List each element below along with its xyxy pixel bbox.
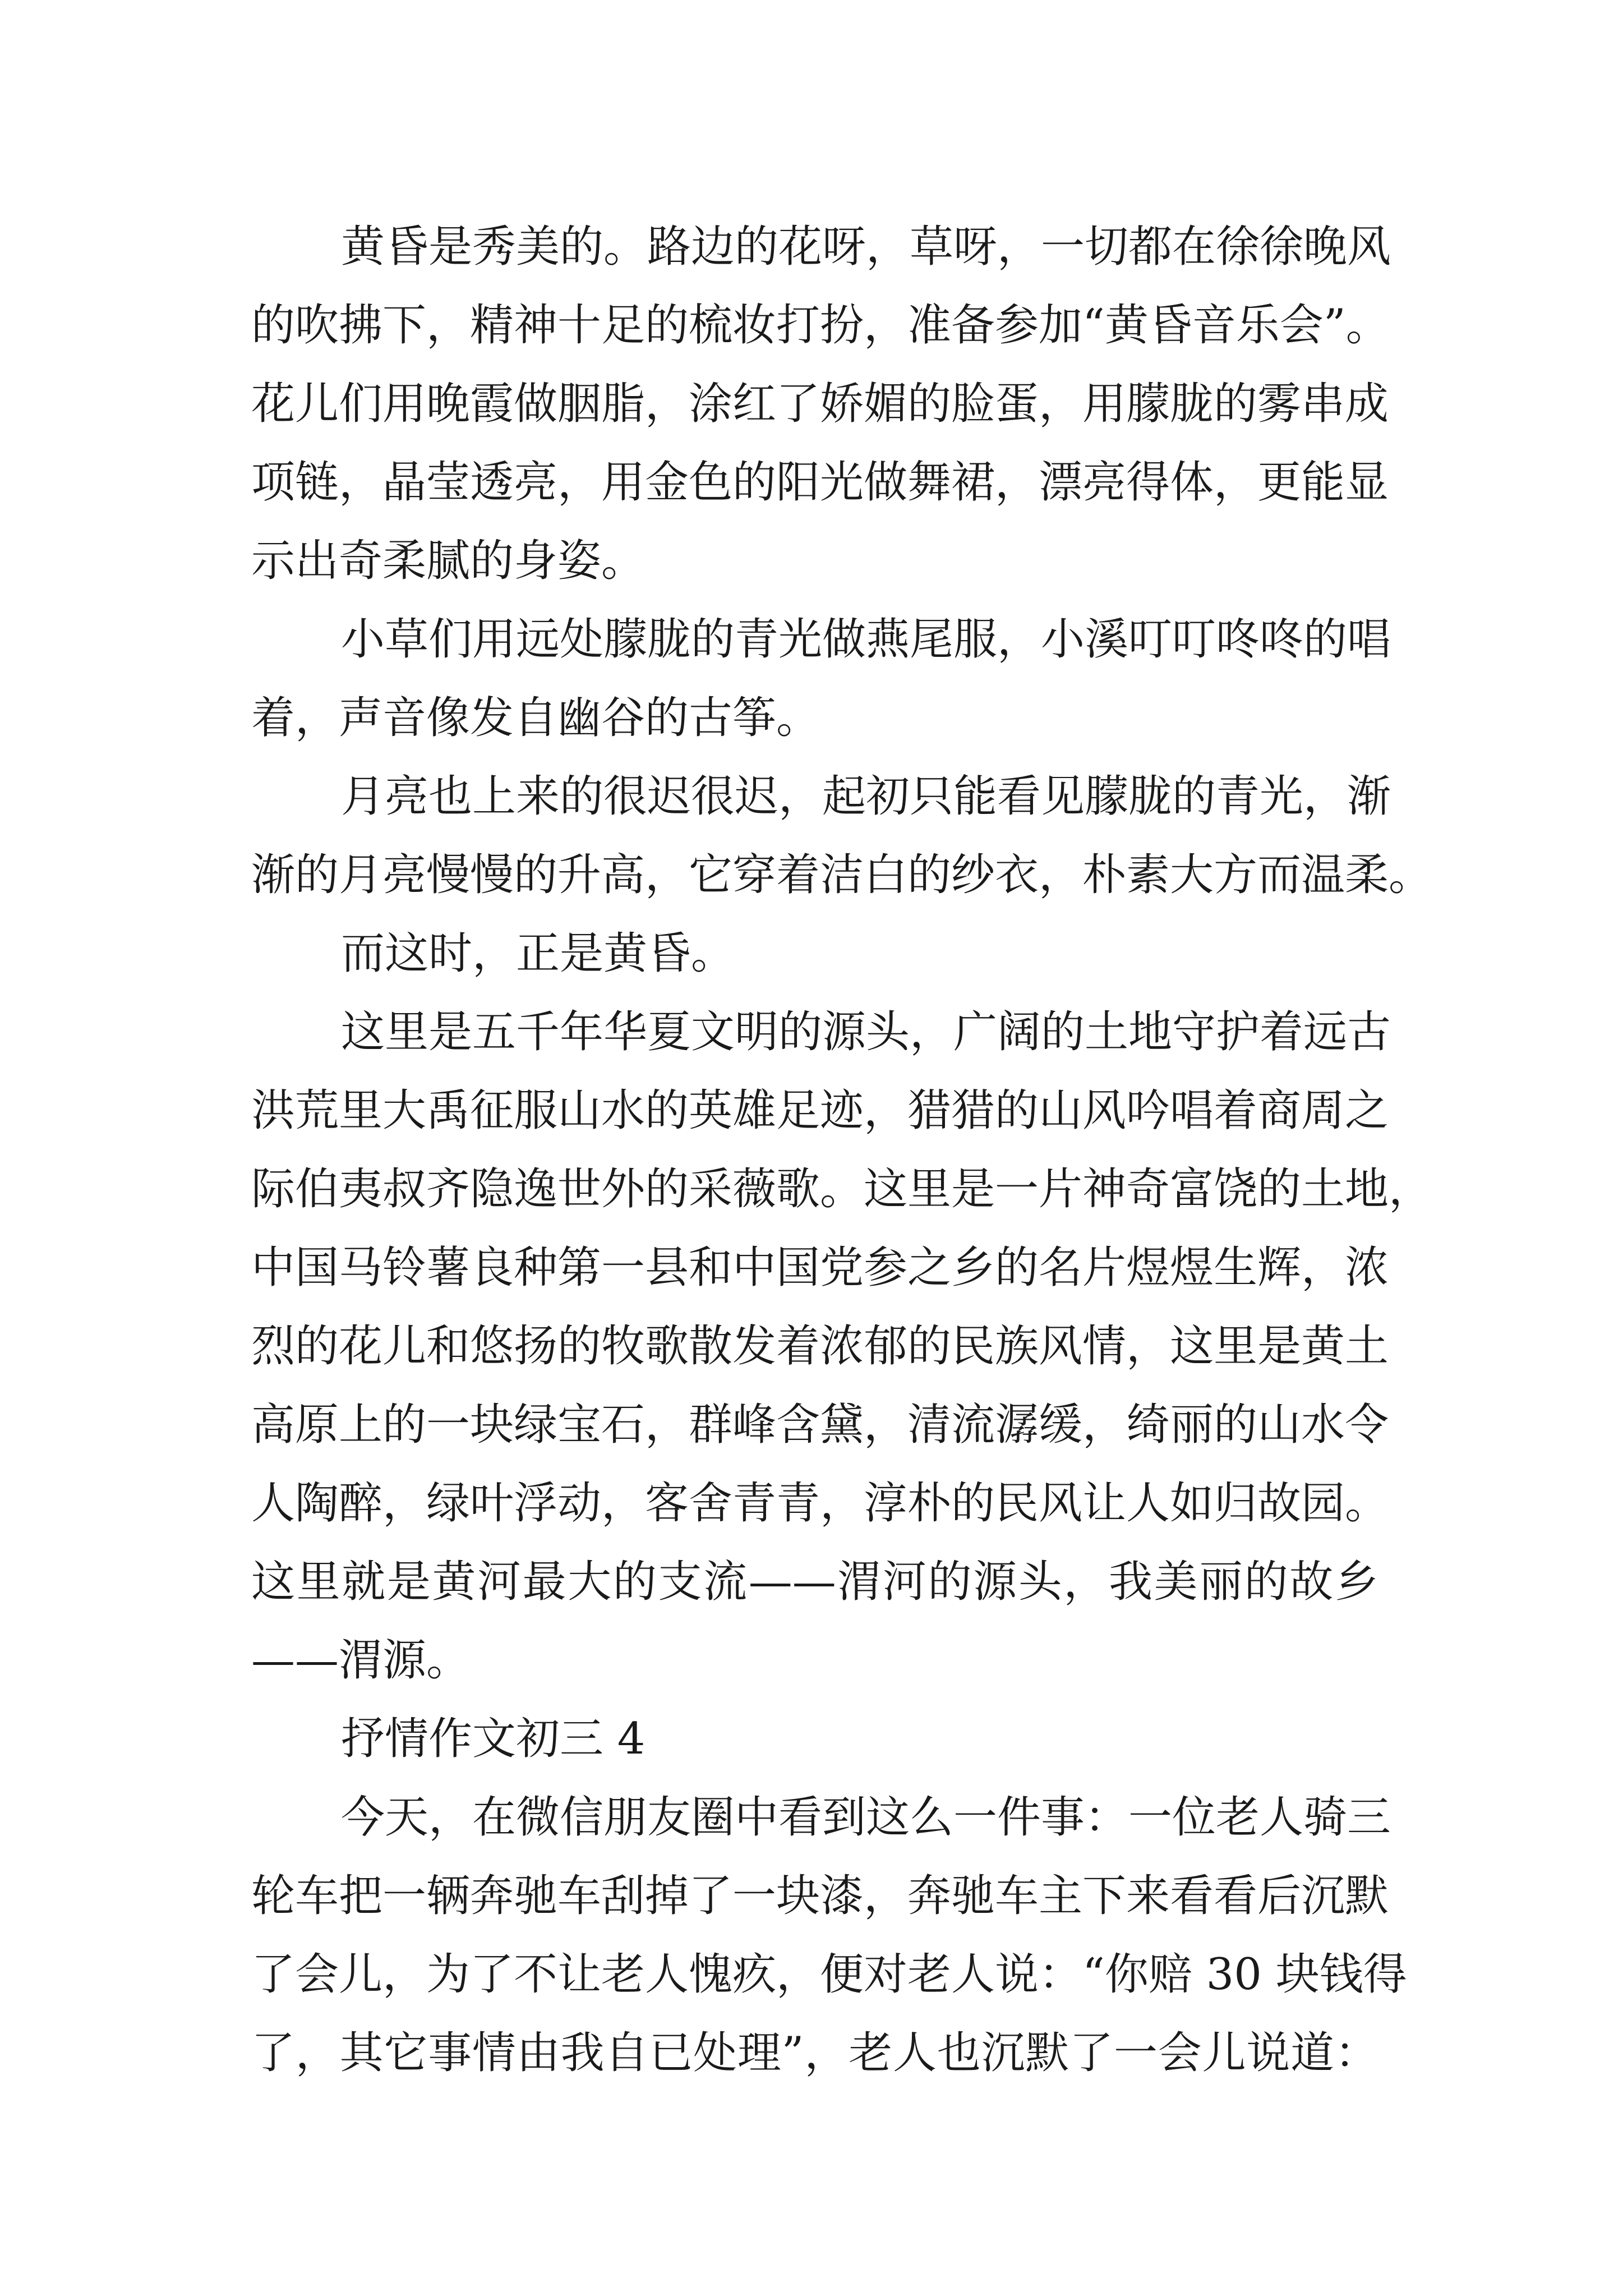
- paragraph-5-line-4: 中国马铃薯良种第一县和中国党参之乡的名片煜煜生辉，浓: [251, 1243, 1389, 1293]
- paragraph-5-line-5: 烈的花儿和悠扬的牧歌散发着浓郁的民族风情，这里是黄土: [251, 1321, 1389, 1372]
- paragraph-6-line-4: 了，其它事情由我自已处理”，老人也沉默了一会儿说道：: [251, 2028, 1378, 2078]
- paragraph-6-line-2: 轮车把一辆奔驰车刮掉了一块漆，奔驰车主下来看看后沉默: [251, 1871, 1389, 1921]
- paragraph-2-line-2: 着，声音像发自幽谷的古筝。: [251, 693, 820, 743]
- paragraph-4-line-1: 而这时，正是黄昏。: [341, 928, 735, 979]
- paragraph-2-line-1: 小草们用远处朦胧的青光做燕尾服，小溪叮叮咚咚的唱: [341, 614, 1391, 665]
- paragraph-5-line-3: 际伯夷叔齐隐逸世外的采薇歌。这里是一片神奇富饶的土地，: [251, 1164, 1433, 1214]
- paragraph-3-line-1: 月亮也上来的很迟很迟，起初只能看见朦胧的青光，渐: [341, 771, 1391, 822]
- paragraph-5-line-2: 洪荒里大禹征服山水的英雄足迹，猎猎的山风吟唱着商周之: [251, 1085, 1389, 1136]
- paragraph-5-line-8: 这里就是黄河最大的支流——渭河的源头，我美丽的故乡: [251, 1557, 1378, 1607]
- paragraph-1-line-4: 项链，晶莹透亮，用金色的阳光做舞裙，漂亮得体，更能显: [251, 457, 1389, 508]
- paragraph-5-line-9: ——渭源。: [251, 1635, 471, 1686]
- paragraph-1-line-1: 黄昏是秀美的。路边的花呀，草呀，一切都在徐徐晚风: [341, 222, 1391, 272]
- paragraph-1-line-2: 的吹拂下，精神十足的梳妆打扮，准备参加“黄昏音乐会”。: [251, 300, 1390, 351]
- paragraph-5-line-7: 人陶醉，绿叶浮动，客舍青青，淳朴的民风让人如归故园。: [251, 1478, 1389, 1529]
- paragraph-1-line-5: 示出奇柔腻的身姿。: [251, 536, 645, 586]
- paragraph-6-line-1: 今天，在微信朋友圈中看到这么一件事：一位老人骑三: [341, 1792, 1391, 1843]
- paragraph-1-line-3: 花儿们用晚霞做胭脂，涂红了娇媚的脸蛋，用朦胧的雾串成: [251, 379, 1389, 429]
- section-heading: 抒情作文初三 4: [341, 1714, 645, 1764]
- paragraph-3-line-2: 渐的月亮慢慢的升高，它穿着洁白的纱衣，朴素大方而温柔。: [251, 850, 1433, 900]
- paragraph-5-line-6: 高原上的一块绿宝石，群峰含黛，清流潺缓，绮丽的山水令: [251, 1400, 1389, 1450]
- paragraph-5-line-1: 这里是五千年华夏文明的源头，广阔的土地守护着远古: [341, 1007, 1391, 1057]
- paragraph-6-line-3: 了会儿，为了不让老人愧疚，便对老人说：“你赔 30 块钱得: [251, 1949, 1407, 2000]
